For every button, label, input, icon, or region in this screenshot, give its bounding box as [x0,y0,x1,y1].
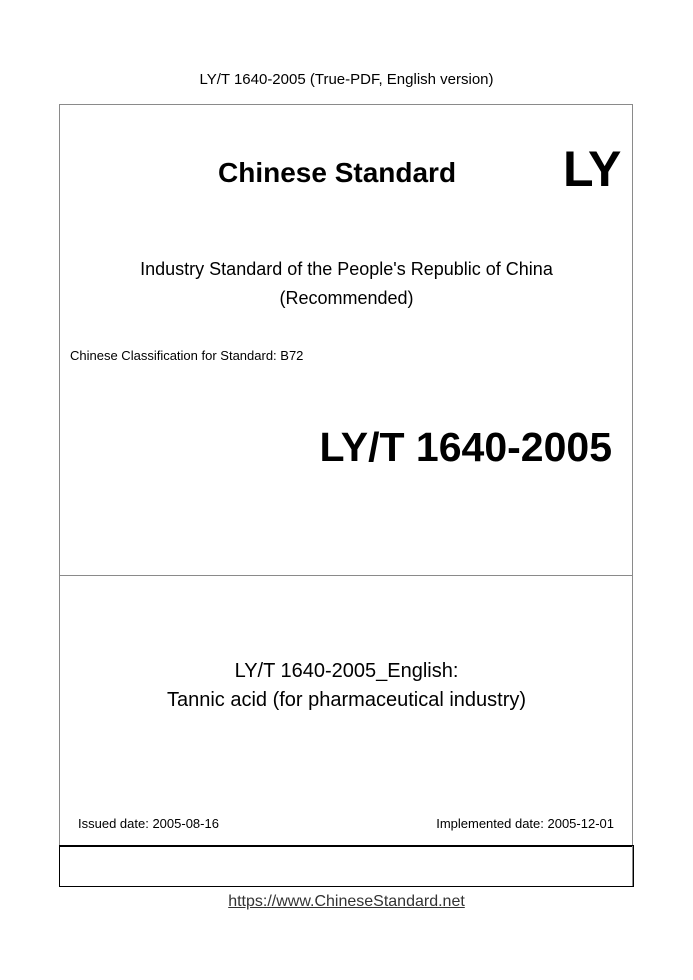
classification-label: Chinese Classification for Standard: B72 [70,348,304,363]
industry-standard-line: Industry Standard of the People's Republic of China [140,259,553,279]
implemented-date: Implemented date: 2005-12-01 [436,816,614,831]
page-header-title: LY/T 1640-2005 (True-PDF, English version) [199,71,494,88]
document-code-title: LY/T 1640-2005_English: [234,660,459,682]
recommended-label: (Recommended) [279,288,414,308]
cover-frame [59,104,633,887]
standard-logo: LY [563,141,621,197]
cover-heading: Chinese Standard [218,157,457,188]
cover-bottom-box [59,845,634,887]
issued-date: Issued date: 2005-08-16 [78,816,219,831]
frame-divider-upper [60,575,632,576]
website-link[interactable]: https://www.ChineseStandard.net [228,893,465,910]
footer-link-container [0,893,693,911]
standard-number: LY/T 1640-2005 [319,424,612,470]
document-subject-title: Tannic acid (for pharmaceutical industry) [166,689,527,711]
